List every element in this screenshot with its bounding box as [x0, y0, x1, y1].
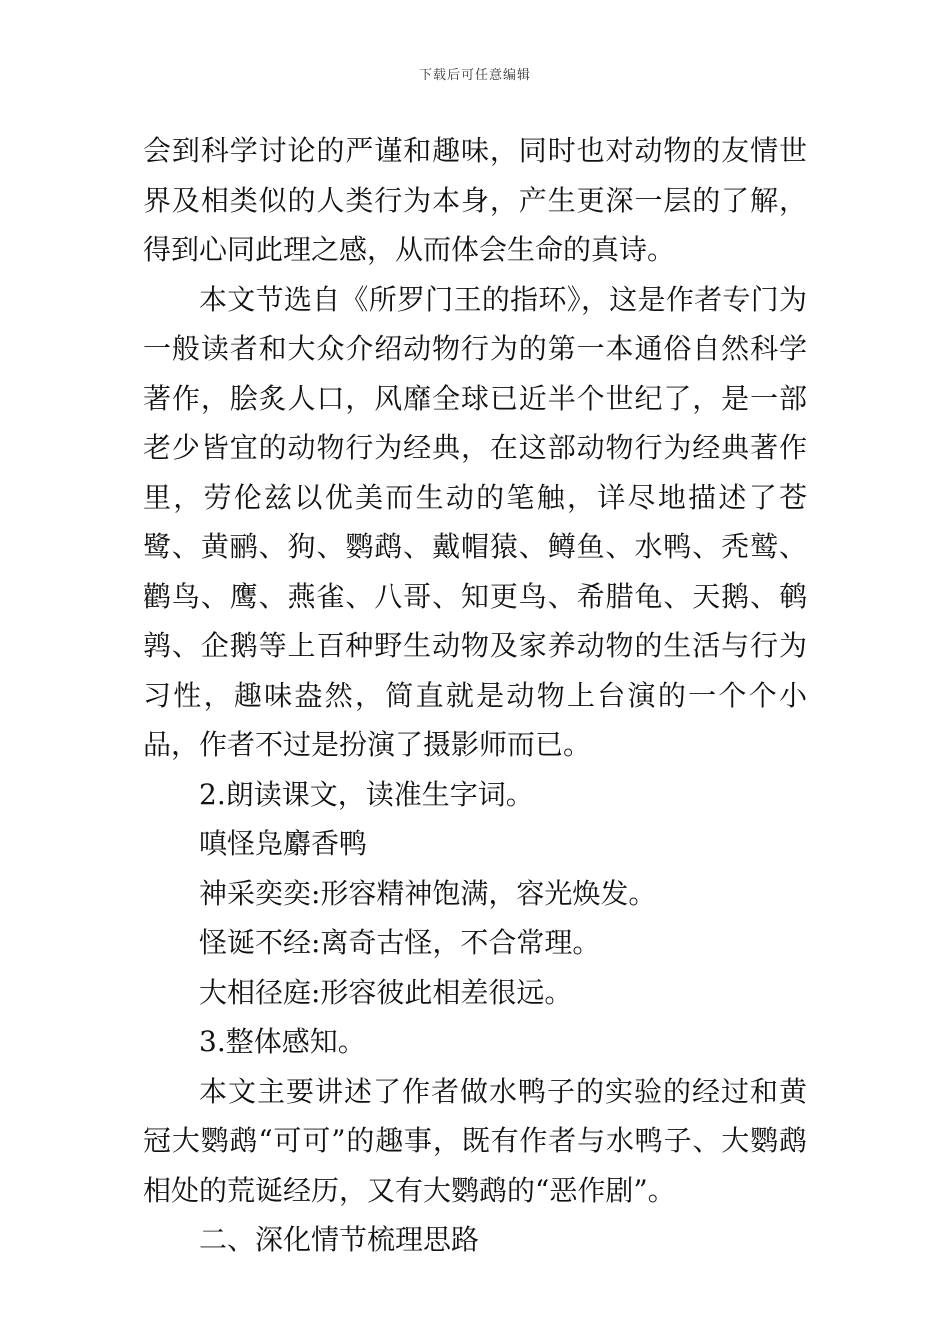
vocab-characters: 嗔怪凫麝香鸭 — [199, 827, 368, 860]
vocab-definition-2: 怪诞不经:离奇古怪，不合常理。 — [199, 926, 601, 959]
page-header: 下载后可任意编辑 — [418, 68, 531, 83]
paragraph-continuation: 会到科学讨论的严谨和趣味，同时也对动物的友情世界及相类似的人类行为本身，产生更深一层的了解，得到心同此理之感，从而体会生命的真诗。 — [143, 134, 807, 266]
vocab-definition-3: 大相径庭:形容彼此相差很远。 — [199, 975, 573, 1009]
section-heading-2: 二、深化情节梳理思路 — [199, 1223, 480, 1256]
paragraph-summary: 本文主要讲述了作者做水鸭子的实验的经过和黄冠大鹦鹉“可可”的趣事，既有作者与水鸭子、大鹦鹉相处的荒诞经历，又有大鹦鹉的“恶作剧”。 — [143, 1074, 807, 1207]
section-read-aloud: 2.朗读课文，读准生字词。 — [199, 777, 534, 811]
document-body — [143, 126, 807, 1265]
section-overall-perception: 3.整体感知。 — [199, 1025, 366, 1058]
paragraph-book-intro: 本文节选自《所罗门王的指环》，这是作者专门为一般读者和大众介绍动物行为的第一本通俗自然科学著作，脍炙人口，风靡全球已近半个世纪了，是一部老少皆宜的动物行为经典，在这部动物行为经典著作里，劳伦兹以优美而生动的笔触，详尽地描述了苍鹭、黄鹂、狗、鹦鹉、戴帽猿、鳟鱼、水鸭、秃鹫、鹳鸟、鹰、燕雀、八哥、知更鸟、希腊龟、天鹅、鹌鹑、企鹅等上百种野生动物及家养动物的生活与行为习性，趣味盎然，简直就是动物上台演的一个个小品，作者不过是扮演了摄影师而已。 — [143, 282, 807, 761]
vocab-definition-1: 神采奕奕:形容精神饱满，容光焕发。 — [199, 876, 657, 910]
